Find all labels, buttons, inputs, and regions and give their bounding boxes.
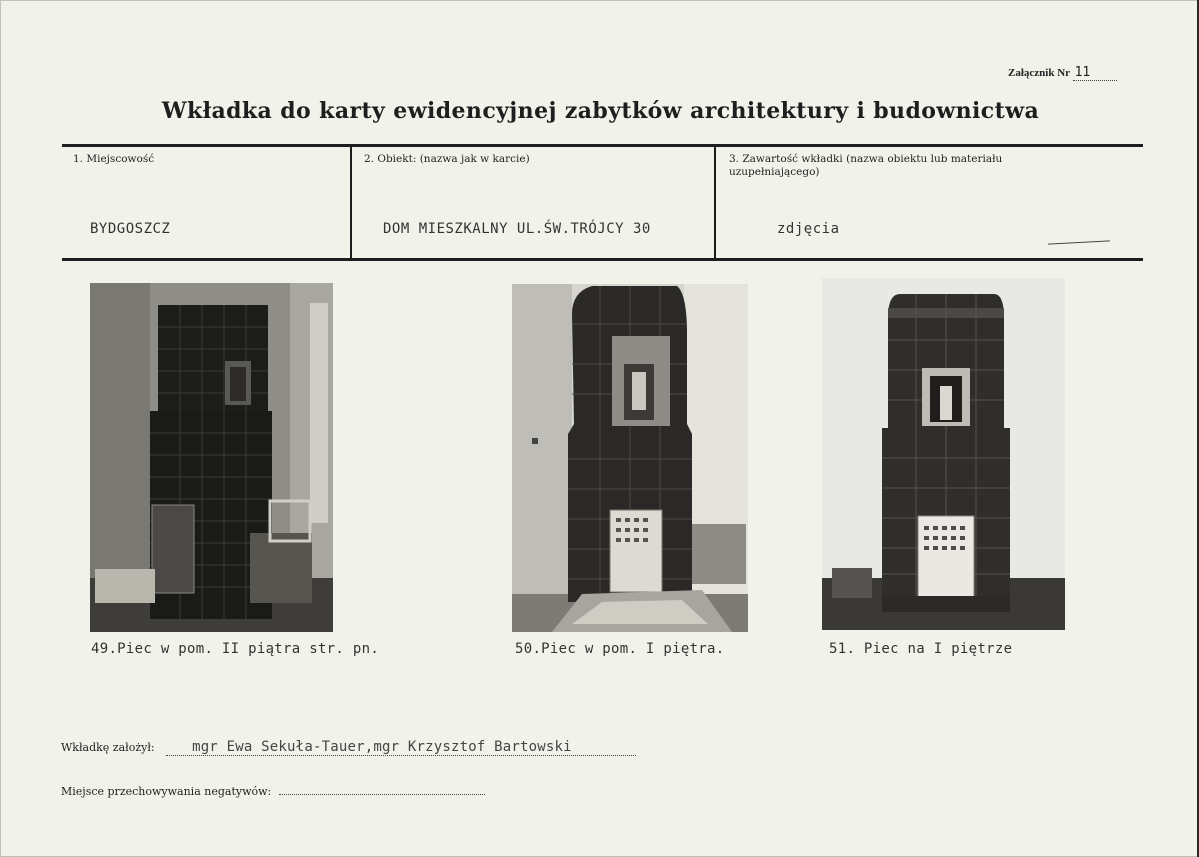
table-bottom-rule bbox=[62, 258, 1143, 261]
annex-number bbox=[1008, 65, 1117, 81]
field-value-locality: BYDGOSZCZ bbox=[90, 221, 171, 237]
field-value-object: DOM MIESZKALNY UL.ŚW.TRÓJCY 30 bbox=[383, 221, 651, 237]
photo-caption: 49.Piec w pom. II piątra str. pn. bbox=[91, 641, 380, 657]
document-title: Wkładka do karty ewidencyjnej zabytków architektury i budownictwa bbox=[161, 98, 1040, 124]
created-by-row bbox=[61, 739, 636, 756]
field-value-contents: zdjęcia bbox=[777, 221, 840, 237]
tiled-stove-photo bbox=[822, 278, 1065, 630]
annex-label: Załącznik Nr bbox=[1008, 67, 1070, 79]
handwritten-dash bbox=[1048, 240, 1110, 244]
field-label-locality: 1. Miejscowość bbox=[73, 153, 155, 165]
photo-caption: 51. Piec na I piętrze bbox=[829, 641, 1013, 657]
negatives-dotted-line bbox=[279, 794, 485, 795]
photo-caption: 50.Piec w pom. I piętra. bbox=[515, 641, 725, 657]
field-label-contents: 3. Zawartość wkładki (nazwa obiektu lub materiału uzupełniającego) bbox=[729, 153, 1003, 178]
created-by-value: mgr Ewa Sekuła-Tauer,mgr Krzysztof Bartowski bbox=[192, 739, 572, 755]
tiled-stove-photo bbox=[90, 283, 333, 632]
created-by-label: Wkładkę założył: bbox=[61, 741, 155, 754]
created-by-dotted-line bbox=[166, 739, 636, 756]
column-divider bbox=[714, 147, 716, 259]
negatives-row bbox=[61, 785, 485, 798]
negatives-label: Miejsce przechowywania negatywów: bbox=[61, 785, 272, 798]
table-top-rule bbox=[62, 144, 1143, 147]
field-label-object: 2. Obiekt: (nazwa jak w karcie) bbox=[364, 153, 530, 165]
annex-number-value: 11 bbox=[1073, 65, 1117, 81]
tiled-stove-photo bbox=[512, 284, 748, 632]
column-divider bbox=[350, 147, 352, 259]
